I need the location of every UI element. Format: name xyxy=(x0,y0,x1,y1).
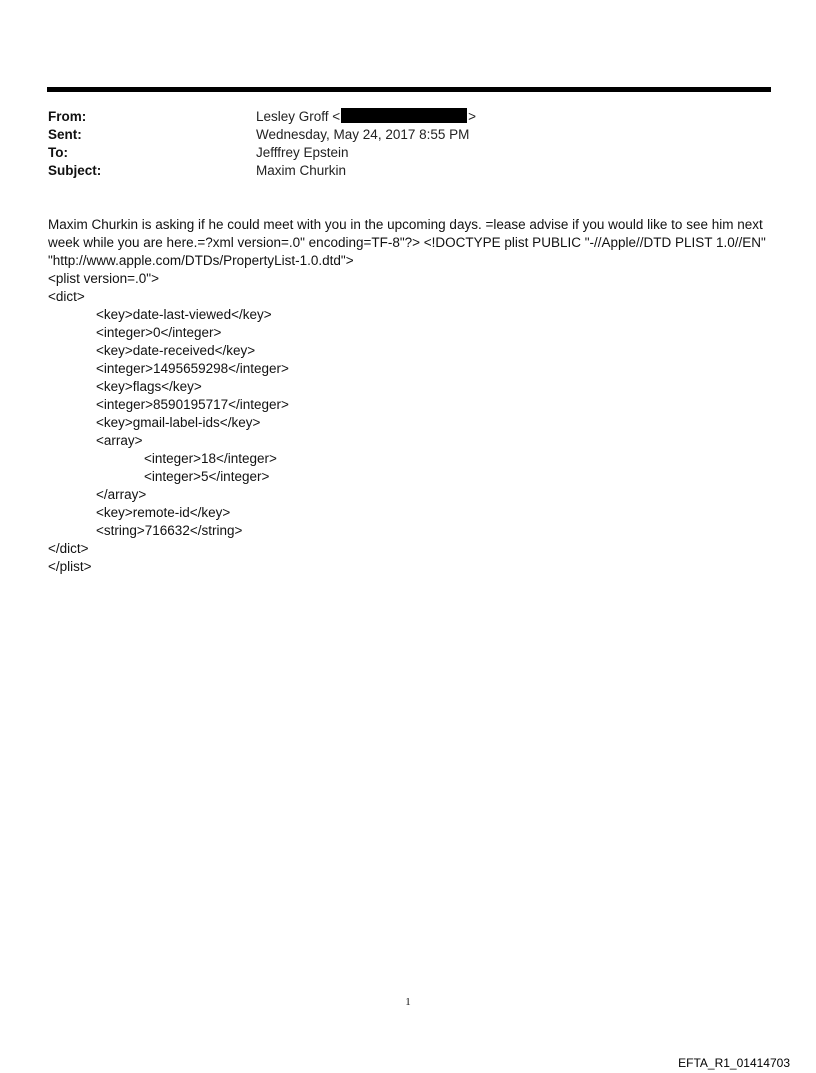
plist-line: <array> xyxy=(96,433,143,448)
email-body xyxy=(48,216,778,576)
to-row xyxy=(48,144,748,162)
plist-line: <integer>1495659298</integer> xyxy=(96,361,289,376)
header-divider xyxy=(47,87,771,92)
plist-line: <integer>18</integer> xyxy=(144,451,277,466)
subject-row xyxy=(48,162,748,180)
from-value xyxy=(256,108,748,126)
sent-row xyxy=(48,126,748,144)
plist-line: <key>gmail-label-ids</key> xyxy=(96,415,261,430)
plist-line: </array> xyxy=(96,487,147,502)
plist-line: </dict> xyxy=(48,541,89,556)
sent-value: Wednesday, May 24, 2017 8:55 PM xyxy=(256,127,470,142)
page-number: 1 xyxy=(405,996,411,1008)
plist-line: <key>flags</key> xyxy=(96,379,202,394)
plist-line: <integer>5</integer> xyxy=(144,469,270,484)
from-close: > xyxy=(468,109,477,124)
bates-number: EFTA_R1_01414703 xyxy=(678,1056,790,1070)
from-row xyxy=(48,108,748,126)
email-header xyxy=(48,108,748,180)
redaction-block xyxy=(341,108,467,123)
plist-line: </plist> xyxy=(48,559,92,574)
from-name: Lesley Groff < xyxy=(256,109,341,124)
body-paragraph: Maxim Churkin is asking if he could meet with you in the upcoming days. =lease advise if you would like to see him next week while you are here.=?xml version=.0" encoding=TF-8"?> <!DOCTYPE plist PUBLIC "-//Apple//DTD PLIST 1.0//EN" "http://www.apple.com/DTDs/PropertyList-1.0.dtd"> xyxy=(48,217,766,268)
plist-block xyxy=(48,270,778,576)
to-value: Jefffrey Epstein xyxy=(256,145,349,160)
plist-line: <key>date-last-viewed</key> xyxy=(96,307,272,322)
sent-label: Sent: xyxy=(48,127,82,142)
subject-label: Subject: xyxy=(48,163,102,178)
plist-line: <integer>8590195717</integer> xyxy=(96,397,289,412)
plist-line: <integer>0</integer> xyxy=(96,325,222,340)
plist-line: <key>remote-id</key> xyxy=(96,505,231,520)
plist-line: <dict> xyxy=(48,289,85,304)
plist-line: <string>716632</string> xyxy=(96,523,243,538)
plist-line: <plist version=.0"> xyxy=(48,271,159,286)
plist-line: <key>date-received</key> xyxy=(96,343,256,358)
subject-value: Maxim Churkin xyxy=(256,163,347,178)
to-label: To: xyxy=(48,145,68,160)
from-label: From: xyxy=(48,109,87,124)
